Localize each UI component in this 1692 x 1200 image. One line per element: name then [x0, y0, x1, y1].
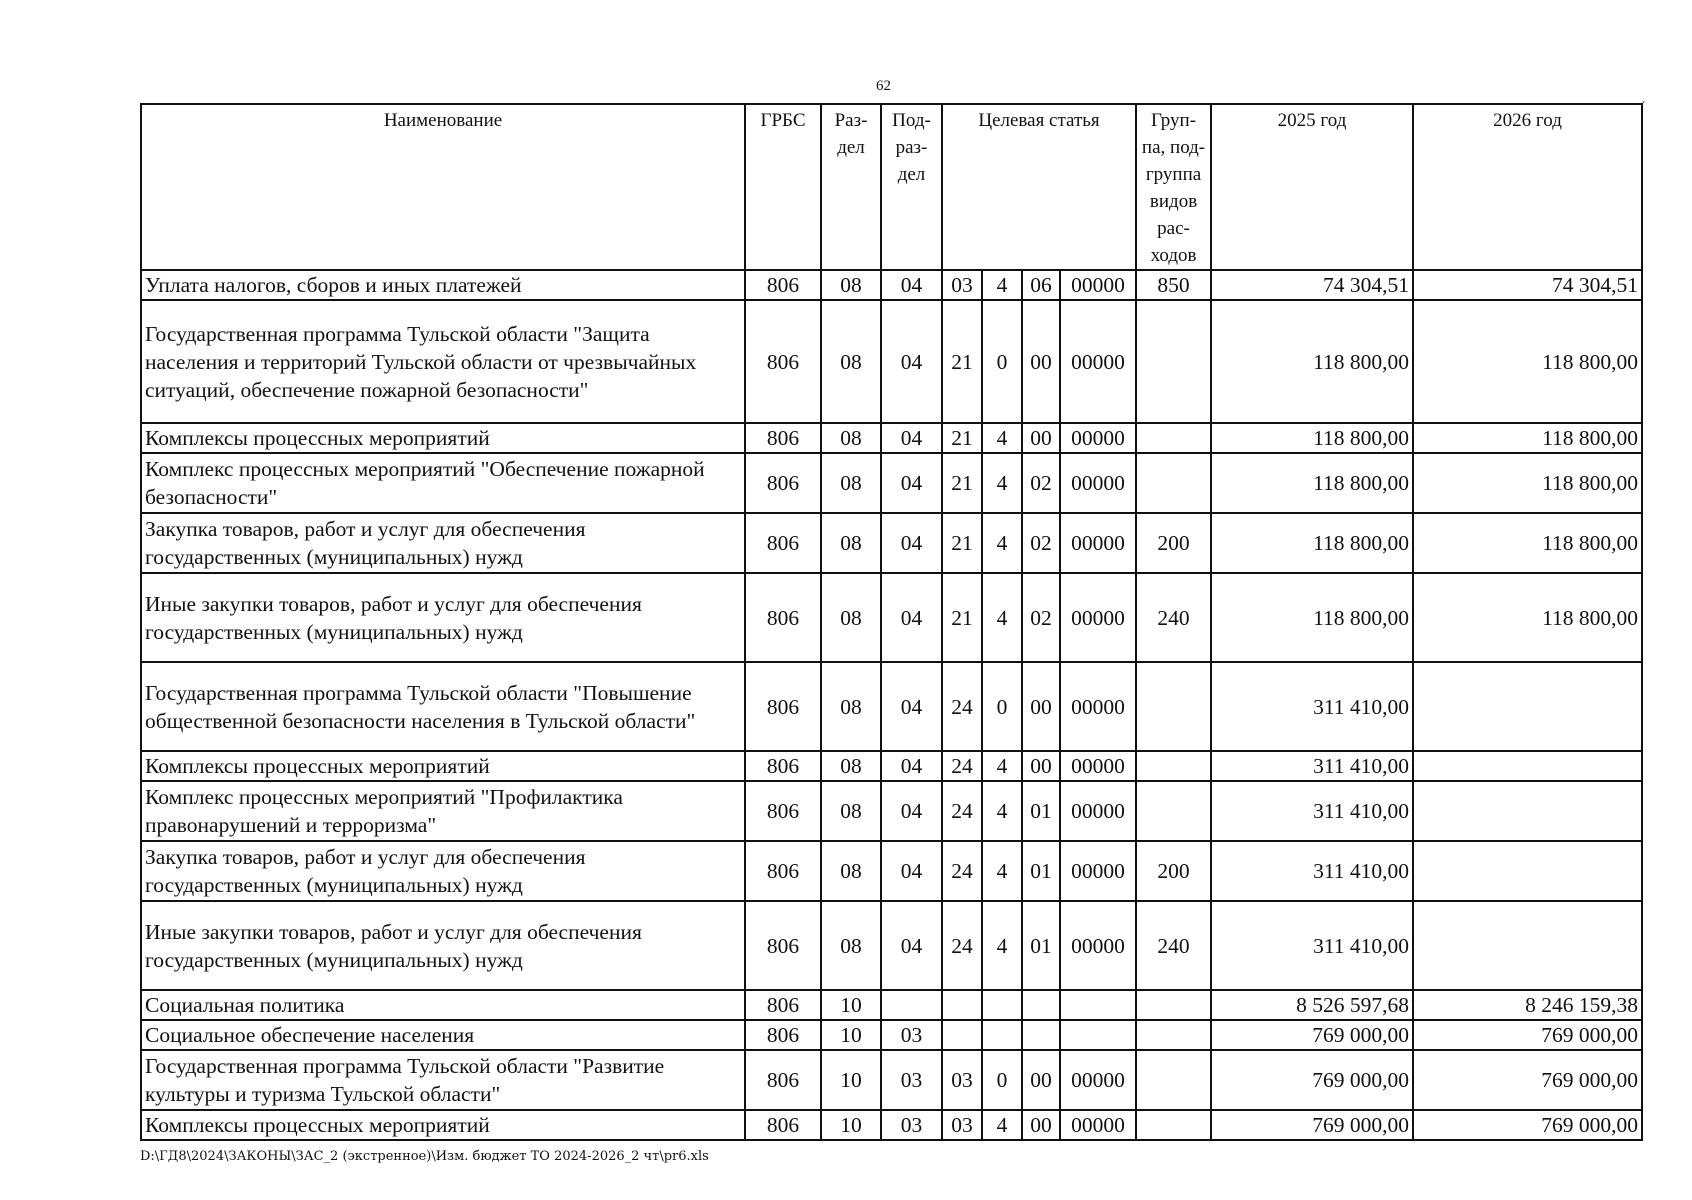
- row-amount-2026: [1413, 781, 1642, 841]
- row-expense-group: [1136, 1020, 1211, 1050]
- row-target-type: 4: [982, 453, 1022, 513]
- row-target-item: 00: [1022, 423, 1060, 453]
- row-amount-2026: 118 800,00: [1413, 300, 1642, 423]
- row-target-program: 21: [942, 573, 982, 662]
- row-grbs: 806: [745, 841, 821, 901]
- row-expense-group: [1136, 300, 1211, 423]
- row-amount-2025: 769 000,00: [1211, 1050, 1413, 1110]
- table-row: [141, 300, 1642, 423]
- row-expense-group: [1136, 1050, 1211, 1110]
- row-target-item: 00: [1022, 751, 1060, 781]
- row-target-item: 01: [1022, 901, 1060, 990]
- table-row: [141, 573, 1642, 662]
- row-name: Комплекс процессных мероприятий "Профилактика правонарушений и терроризма": [141, 781, 745, 841]
- row-name: Закупка товаров, работ и услуг для обеспечения государственных (муниципальных) нужд: [141, 841, 745, 901]
- row-target-program: 03: [942, 1110, 982, 1140]
- header-2026: 2026 год: [1413, 104, 1642, 270]
- row-target-direction: [1060, 990, 1136, 1020]
- row-target-direction: 00000: [1060, 1050, 1136, 1110]
- header-row: [141, 104, 1642, 270]
- header-podrazdel: Под- раз- дел: [881, 104, 942, 270]
- header-2025: 2025 год: [1211, 104, 1413, 270]
- row-target-item: 06: [1022, 270, 1060, 300]
- row-target-program: 21: [942, 513, 982, 573]
- row-amount-2026: 118 800,00: [1413, 513, 1642, 573]
- row-target-type: 4: [982, 751, 1022, 781]
- row-expense-group: 200: [1136, 841, 1211, 901]
- row-target-direction: [1060, 1020, 1136, 1050]
- row-target-type: 4: [982, 1110, 1022, 1140]
- row-razdel: 10: [821, 1020, 881, 1050]
- row-name: Государственная программа Тульской области "Защита населения и территорий Тульской области от чрезвычайных ситуаций, обеспечение пожарной безопасности": [141, 300, 745, 423]
- row-podrazdel: 04: [881, 300, 942, 423]
- row-podrazdel: 04: [881, 751, 942, 781]
- row-target-program: 21: [942, 300, 982, 423]
- row-podrazdel: 04: [881, 662, 942, 751]
- row-podrazdel: 04: [881, 573, 942, 662]
- row-target-direction: 00000: [1060, 751, 1136, 781]
- row-amount-2026: [1413, 662, 1642, 751]
- row-target-direction: 00000: [1060, 270, 1136, 300]
- row-target-direction: 00000: [1060, 453, 1136, 513]
- table-row: [141, 1020, 1642, 1050]
- row-podrazdel: 04: [881, 841, 942, 901]
- row-target-program: [942, 1020, 982, 1050]
- row-razdel: 08: [821, 573, 881, 662]
- row-target-direction: 00000: [1060, 300, 1136, 423]
- header-name: Наименование: [141, 104, 745, 270]
- row-target-item: 00: [1022, 662, 1060, 751]
- row-podrazdel: 03: [881, 1050, 942, 1110]
- row-target-program: [942, 990, 982, 1020]
- row-name: Иные закупки товаров, работ и услуг для обеспечения государственных (муниципальных) нужд: [141, 573, 745, 662]
- row-expense-group: 240: [1136, 901, 1211, 990]
- row-podrazdel: 04: [881, 453, 942, 513]
- row-amount-2026: 769 000,00: [1413, 1110, 1642, 1140]
- row-amount-2026: 118 800,00: [1413, 453, 1642, 513]
- row-name: Государственная программа Тульской области "Повышение общественной безопасности населения в Тульской области": [141, 662, 745, 751]
- row-target-direction: 00000: [1060, 423, 1136, 453]
- row-podrazdel: 04: [881, 423, 942, 453]
- row-target-program: 03: [942, 1050, 982, 1110]
- row-razdel: 10: [821, 1050, 881, 1110]
- budget-table: [140, 103, 1643, 1141]
- row-target-type: 4: [982, 270, 1022, 300]
- row-amount-2025: 311 410,00: [1211, 751, 1413, 781]
- row-amount-2026: 118 800,00: [1413, 423, 1642, 453]
- row-amount-2025: 118 800,00: [1211, 423, 1413, 453]
- table-row: [141, 662, 1642, 751]
- row-target-program: 21: [942, 453, 982, 513]
- row-grbs: 806: [745, 781, 821, 841]
- row-amount-2026: 74 304,51: [1413, 270, 1642, 300]
- row-podrazdel: 04: [881, 270, 942, 300]
- table-row: [141, 781, 1642, 841]
- row-amount-2026: 769 000,00: [1413, 1020, 1642, 1050]
- row-podrazdel: 04: [881, 781, 942, 841]
- row-razdel: 08: [821, 841, 881, 901]
- row-podrazdel: [881, 990, 942, 1020]
- row-target-type: 0: [982, 1050, 1022, 1110]
- row-target-type: 4: [982, 513, 1022, 573]
- row-target-program: 21: [942, 423, 982, 453]
- row-expense-group: [1136, 423, 1211, 453]
- row-grbs: 806: [745, 513, 821, 573]
- row-grbs: 806: [745, 423, 821, 453]
- row-amount-2025: 311 410,00: [1211, 781, 1413, 841]
- row-target-program: 24: [942, 841, 982, 901]
- row-name: Социальная политика: [141, 990, 745, 1020]
- row-expense-group: [1136, 1110, 1211, 1140]
- row-target-item: 02: [1022, 573, 1060, 662]
- row-grbs: 806: [745, 453, 821, 513]
- row-grbs: 806: [745, 1020, 821, 1050]
- row-target-direction: 00000: [1060, 901, 1136, 990]
- row-target-item: [1022, 990, 1060, 1020]
- row-grbs: 806: [745, 1050, 821, 1110]
- row-target-program: 03: [942, 270, 982, 300]
- row-expense-group: [1136, 990, 1211, 1020]
- row-amount-2025: 311 410,00: [1211, 662, 1413, 751]
- row-target-type: 0: [982, 662, 1022, 751]
- row-target-item: 02: [1022, 453, 1060, 513]
- row-target-type: 4: [982, 573, 1022, 662]
- row-target-type: [982, 990, 1022, 1020]
- row-amount-2026: 769 000,00: [1413, 1050, 1642, 1110]
- row-name: Государственная программа Тульской области "Развитие культуры и туризма Тульской области": [141, 1050, 745, 1110]
- row-target-direction: 00000: [1060, 573, 1136, 662]
- row-grbs: 806: [745, 901, 821, 990]
- row-grbs: 806: [745, 662, 821, 751]
- row-name: Социальное обеспечение населения: [141, 1020, 745, 1050]
- row-amount-2025: 311 410,00: [1211, 901, 1413, 990]
- row-target-type: 4: [982, 423, 1022, 453]
- row-name: Закупка товаров, работ и услуг для обеспечения государственных (муниципальных) нужд: [141, 513, 745, 573]
- row-target-direction: 00000: [1060, 662, 1136, 751]
- row-razdel: 08: [821, 781, 881, 841]
- row-expense-group: [1136, 662, 1211, 751]
- row-amount-2026: 8 246 159,38: [1413, 990, 1642, 1020]
- table-row: [141, 270, 1642, 300]
- row-grbs: 806: [745, 573, 821, 662]
- row-grbs: 806: [745, 751, 821, 781]
- row-podrazdel: 03: [881, 1110, 942, 1140]
- row-target-item: 00: [1022, 300, 1060, 423]
- row-razdel: 10: [821, 990, 881, 1020]
- row-podrazdel: 04: [881, 901, 942, 990]
- row-grbs: 806: [745, 270, 821, 300]
- row-razdel: 08: [821, 513, 881, 573]
- footer-path: D:\ГД8\2024\ЗАКОНЫ\ЗАС_2 (экстренное)\Изм. бюджет ТО 2024-2026_2 чт\pr6.xls: [140, 1149, 709, 1164]
- row-name: Комплекс процессных мероприятий "Обеспечение пожарной безопасности": [141, 453, 745, 513]
- row-amount-2025: 118 800,00: [1211, 513, 1413, 573]
- row-target-program: 24: [942, 901, 982, 990]
- row-amount-2025: 311 410,00: [1211, 841, 1413, 901]
- row-expense-group: 200: [1136, 513, 1211, 573]
- row-target-item: 01: [1022, 841, 1060, 901]
- row-target-direction: 00000: [1060, 781, 1136, 841]
- row-target-type: 4: [982, 781, 1022, 841]
- row-podrazdel: 03: [881, 1020, 942, 1050]
- row-razdel: 08: [821, 662, 881, 751]
- row-expense-group: [1136, 781, 1211, 841]
- row-razdel: 08: [821, 901, 881, 990]
- row-amount-2025: 769 000,00: [1211, 1020, 1413, 1050]
- row-grbs: 806: [745, 300, 821, 423]
- row-name: Комплексы процессных мероприятий: [141, 751, 745, 781]
- row-podrazdel: 04: [881, 513, 942, 573]
- table-row: [141, 513, 1642, 573]
- table-row: [141, 841, 1642, 901]
- row-target-type: 4: [982, 901, 1022, 990]
- row-amount-2025: 118 800,00: [1211, 453, 1413, 513]
- row-amount-2025: 769 000,00: [1211, 1110, 1413, 1140]
- header-group: Груп- па, под- группа видов рас- ходов: [1136, 104, 1211, 270]
- row-target-item: 01: [1022, 781, 1060, 841]
- row-expense-group: 850: [1136, 270, 1211, 300]
- table-row: [141, 751, 1642, 781]
- table-row: [141, 1050, 1642, 1110]
- row-grbs: 806: [745, 990, 821, 1020]
- row-amount-2025: 74 304,51: [1211, 270, 1413, 300]
- row-amount-2025: 8 526 597,68: [1211, 990, 1413, 1020]
- row-grbs: 806: [745, 1110, 821, 1140]
- row-amount-2025: 118 800,00: [1211, 300, 1413, 423]
- table-row: [141, 453, 1642, 513]
- row-target-type: 4: [982, 841, 1022, 901]
- row-name: Иные закупки товаров, работ и услуг для обеспечения государственных (муниципальных) нужд: [141, 901, 745, 990]
- row-target-item: [1022, 1020, 1060, 1050]
- row-razdel: 08: [821, 270, 881, 300]
- row-target-item: 02: [1022, 513, 1060, 573]
- row-expense-group: [1136, 751, 1211, 781]
- header-razdel: Раз- дел: [821, 104, 881, 270]
- row-target-type: [982, 1020, 1022, 1050]
- row-target-program: 24: [942, 662, 982, 751]
- table-row: [141, 423, 1642, 453]
- row-name: Уплата налогов, сборов и иных платежей: [141, 270, 745, 300]
- header-grbs: ГРБС: [745, 104, 821, 270]
- row-razdel: 10: [821, 1110, 881, 1140]
- pen-mark: ´: [1641, 100, 1646, 115]
- row-name: Комплексы процессных мероприятий: [141, 423, 745, 453]
- table-row: [141, 1110, 1642, 1140]
- row-amount-2026: 118 800,00: [1413, 573, 1642, 662]
- row-target-program: 24: [942, 781, 982, 841]
- row-target-direction: 00000: [1060, 513, 1136, 573]
- row-expense-group: 240: [1136, 573, 1211, 662]
- row-razdel: 08: [821, 751, 881, 781]
- row-name: Комплексы процессных мероприятий: [141, 1110, 745, 1140]
- row-target-program: 24: [942, 751, 982, 781]
- row-amount-2025: 118 800,00: [1211, 573, 1413, 662]
- row-razdel: 08: [821, 453, 881, 513]
- row-amount-2026: [1413, 841, 1642, 901]
- row-target-type: 0: [982, 300, 1022, 423]
- table-row: [141, 901, 1642, 990]
- table-row: [141, 990, 1642, 1020]
- row-razdel: 08: [821, 300, 881, 423]
- page-number: 62: [876, 78, 891, 94]
- row-target-item: 00: [1022, 1110, 1060, 1140]
- row-razdel: 08: [821, 423, 881, 453]
- row-amount-2026: [1413, 901, 1642, 990]
- row-target-direction: 00000: [1060, 841, 1136, 901]
- row-expense-group: [1136, 453, 1211, 513]
- header-target: Целевая статья: [942, 104, 1136, 270]
- row-target-item: 00: [1022, 1050, 1060, 1110]
- row-target-direction: 00000: [1060, 1110, 1136, 1140]
- row-amount-2026: [1413, 751, 1642, 781]
